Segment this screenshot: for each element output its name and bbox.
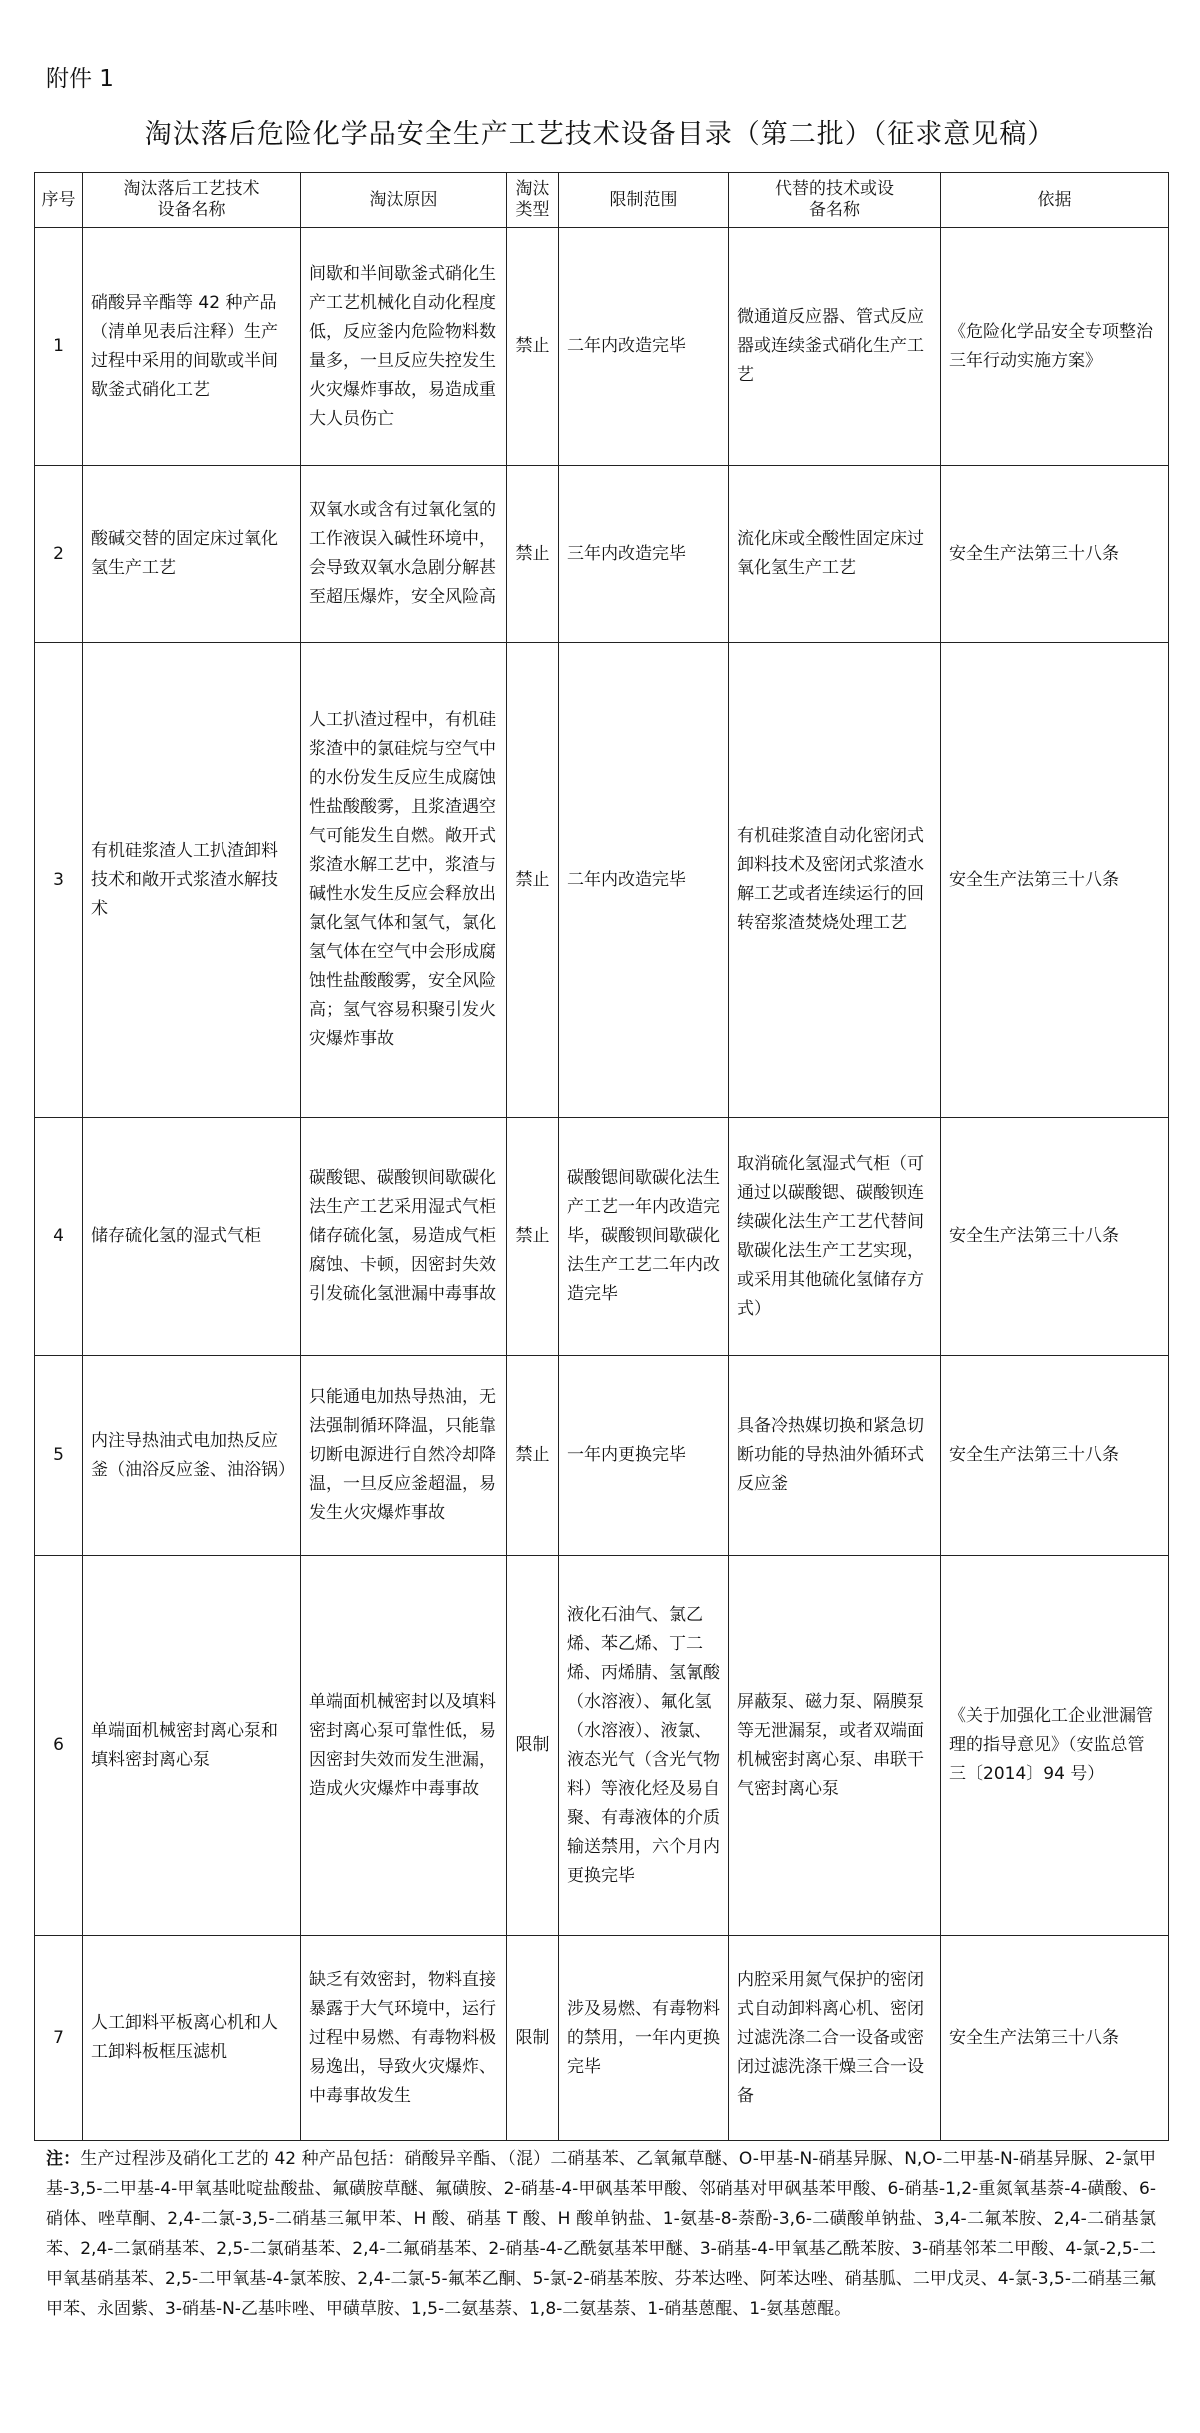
header-tech (83, 173, 301, 228)
cell-scope: 液化石油气、氯乙烯、苯乙烯、丁二烯、丙烯腈、氢氰酸（水溶液）、氟化氢（水溶液）、液氯、液态光气（含光气物料）等液化烃及易自聚、有毒液体的介质输送禁用，六个月内更换完毕 (559, 1556, 729, 1936)
cell-scope: 涉及易燃、有毒物料的禁用，一年内更换完毕 (559, 1936, 729, 2141)
table-row (35, 1118, 1169, 1356)
cell-no: 3 (35, 643, 83, 1118)
document-title: 淘汰落后危险化学品安全生产工艺技术设备目录（第二批）（征求意见稿） (144, 119, 1056, 150)
catalog-table (34, 172, 1169, 2141)
cell-replacement: 具备冷热媒切换和紧急切断功能的导热油外循环式反应釜 (729, 1356, 941, 1556)
cell-basis: 《关于加强化工企业泄漏管理的指导意见》（安监总管三〔2014〕94 号） (941, 1556, 1169, 1936)
cell-replacement: 取消硫化氢湿式气柜（可通过以碳酸锶、碳酸钡连续碳化法生产工艺代替间歇碳化法生产工艺实现，或采用其他硫化氢储存方式） (729, 1118, 941, 1356)
cell-type: 禁止 (507, 466, 559, 643)
cell-replacement: 流化床或全酸性固定床过氧化氢生产工艺 (729, 466, 941, 643)
header-scope: 限制范围 (559, 173, 729, 228)
cell-reason: 碳酸锶、碳酸钡间歇碳化法生产工艺采用湿式气柜储存硫化氢，易造成气柜腐蚀、卡顿，因密封失效引发硫化氢泄漏中毒事故 (301, 1118, 507, 1356)
table-row (35, 643, 1169, 1118)
cell-type: 禁止 (507, 643, 559, 1118)
cell-type: 禁止 (507, 228, 559, 466)
cell-no: 1 (35, 228, 83, 466)
cell-type: 限制 (507, 1936, 559, 2141)
cell-no: 6 (35, 1556, 83, 1936)
cell-tech: 内注导热油式电加热反应釜（油浴反应釜、油浴锅） (83, 1356, 301, 1556)
cell-tech: 储存硫化氢的湿式气柜 (83, 1118, 301, 1356)
header-type-text: 淘汰类型 (515, 179, 550, 220)
cell-basis: 安全生产法第三十八条 (941, 1118, 1169, 1356)
table-row (35, 228, 1169, 466)
cell-no: 4 (35, 1118, 83, 1356)
header-tech-text: 淘汰落后工艺技术设备名称 (123, 179, 260, 220)
cell-basis: 安全生产法第三十八条 (941, 1936, 1169, 2141)
cell-reason: 双氧水或含有过氧化氢的工作液误入碱性环境中，会导致双氧水急剧分解甚至超压爆炸，安全风险高 (301, 466, 507, 643)
cell-basis: 安全生产法第三十八条 (941, 643, 1169, 1118)
cell-tech: 硝酸异辛酯等 42 种产品（清单见表后注释）生产过程中采用的间歇或半间歇釜式硝化工艺 (83, 228, 301, 466)
cell-scope: 三年内改造完毕 (559, 466, 729, 643)
cell-basis: 安全生产法第三十八条 (941, 466, 1169, 643)
cell-scope: 二年内改造完毕 (559, 228, 729, 466)
cell-reason: 单端面机械密封以及填料密封离心泵可靠性低，易因密封失效而发生泄漏，造成火灾爆炸中毒事故 (301, 1556, 507, 1936)
header-type (507, 173, 559, 228)
footnote-text: 生产过程涉及硝化工艺的 42 种产品包括：硝酸异辛酯、（混）二硝基苯、乙氧氟草醚、O-甲基-N-硝基异脲、N,O-二甲基-N-硝基异脲、2-氯甲基-3,5-二甲基-4-甲氧基吡啶盐酸盐、氟磺胺草醚、氟磺胺、2-硝基-4-甲砜基苯甲酸、邻硝基对甲砜基苯甲酸、6-硝基-1,2-重氮氧基萘-4-磺酸、6-硝体、唑草酮、2,4-二氯-3,5-二硝基三氟甲苯、H 酸、硝基 T 酸、H 酸单钠盐、1-氨基-8-萘酚-3,6-二磺酸单钠盐、3,4-二氟苯胺、2,4-二硝基氯苯、2,4-二氯硝基苯、2,5-二氯硝基苯、2,4-二氟硝基苯、2-硝基-4-乙酰氨基苯甲醚、3-硝基-4-甲氧基乙酰苯胺、3-硝基邻苯二甲酸、4-氯-2,5-二甲氧基硝基苯、2,5-二甲氧基-4-氯苯胺、2,4-二氯-5-氟苯乙酮、5-氯-2-硝基苯胺、芬苯达唑、阿苯达唑、硝基胍、二甲戊灵、4-氯-3,5-二硝基三氟甲苯、永固紫、3-硝基-N-乙基咔唑、甲磺草胺、1,5-二氨基萘、1,8-二氨基萘、1-硝基蒽醌、1-氨基蒽醌。 (46, 2149, 1156, 2319)
cell-replacement: 微通道反应器、管式反应器或连续釜式硝化生产工艺 (729, 228, 941, 466)
cell-tech: 酸碱交替的固定床过氧化氢生产工艺 (83, 466, 301, 643)
footnote-label: 注： (46, 2149, 81, 2169)
cell-no: 2 (35, 466, 83, 643)
cell-type: 禁止 (507, 1118, 559, 1356)
footnote (46, 2144, 1156, 2324)
cell-scope: 碳酸锶间歇碳化法生产工艺一年内改造完毕，碳酸钡间歇碳化法生产工艺二年内改造完毕 (559, 1118, 729, 1356)
table-row (35, 1556, 1169, 1936)
cell-reason: 间歇和半间歇釜式硝化生产工艺机械化自动化程度低，反应釜内危险物料数量多，一旦反应失控发生火灾爆炸事故，易造成重大人员伤亡 (301, 228, 507, 466)
cell-tech: 单端面机械密封离心泵和填料密封离心泵 (83, 1556, 301, 1936)
cell-scope: 一年内更换完毕 (559, 1356, 729, 1556)
cell-tech: 人工卸料平板离心机和人工卸料板框压滤机 (83, 1936, 301, 2141)
attachment-label: 附件 1 (46, 66, 114, 92)
cell-reason: 人工扒渣过程中，有机硅浆渣中的氯硅烷与空气中的水份发生反应生成腐蚀性盐酸酸雾，且浆渣遇空气可能发生自燃。敞开式浆渣水解工艺中，浆渣与碱性水发生反应会释放出氯化氢气体和氢气，氯化氢气体在空气中会形成腐蚀性盐酸酸雾，安全风险高；氢气容易积聚引发火灾爆炸事故 (301, 643, 507, 1118)
cell-no: 5 (35, 1356, 83, 1556)
cell-basis: 安全生产法第三十八条 (941, 1356, 1169, 1556)
table-row (35, 1936, 1169, 2141)
table-row (35, 466, 1169, 643)
cell-reason: 只能通电加热导热油，无法强制循环降温，只能靠切断电源进行自然冷却降温，一旦反应釜超温，易发生火灾爆炸事故 (301, 1356, 507, 1556)
header-replacement (729, 173, 941, 228)
cell-basis: 《危险化学品安全专项整治三年行动实施方案》 (941, 228, 1169, 466)
header-basis: 依据 (941, 173, 1169, 228)
table-row (35, 1356, 1169, 1556)
cell-scope: 二年内改造完毕 (559, 643, 729, 1118)
cell-no: 7 (35, 1936, 83, 2141)
header-replacement-text: 代替的技术或设备名称 (775, 179, 894, 220)
cell-replacement: 有机硅浆渣自动化密闭式卸料技术及密闭式浆渣水解工艺或者连续运行的回转窑浆渣焚烧处理工艺 (729, 643, 941, 1118)
cell-tech: 有机硅浆渣人工扒渣卸料技术和敞开式浆渣水解技术 (83, 643, 301, 1118)
cell-reason: 缺乏有效密封，物料直接暴露于大气环境中，运行过程中易燃、有毒物料极易逸出，导致火灾爆炸、中毒事故发生 (301, 1936, 507, 2141)
header-no: 序号 (35, 173, 83, 228)
cell-replacement: 屏蔽泵、磁力泵、隔膜泵等无泄漏泵，或者双端面机械密封离心泵、串联干气密封离心泵 (729, 1556, 941, 1936)
header-row (35, 173, 1169, 228)
cell-type: 限制 (507, 1556, 559, 1936)
header-reason: 淘汰原因 (301, 173, 507, 228)
cell-type: 禁止 (507, 1356, 559, 1556)
cell-replacement: 内腔采用氮气保护的密闭式自动卸料离心机、密闭过滤洗涤二合一设备或密闭过滤洗涤干燥三合一设备 (729, 1936, 941, 2141)
